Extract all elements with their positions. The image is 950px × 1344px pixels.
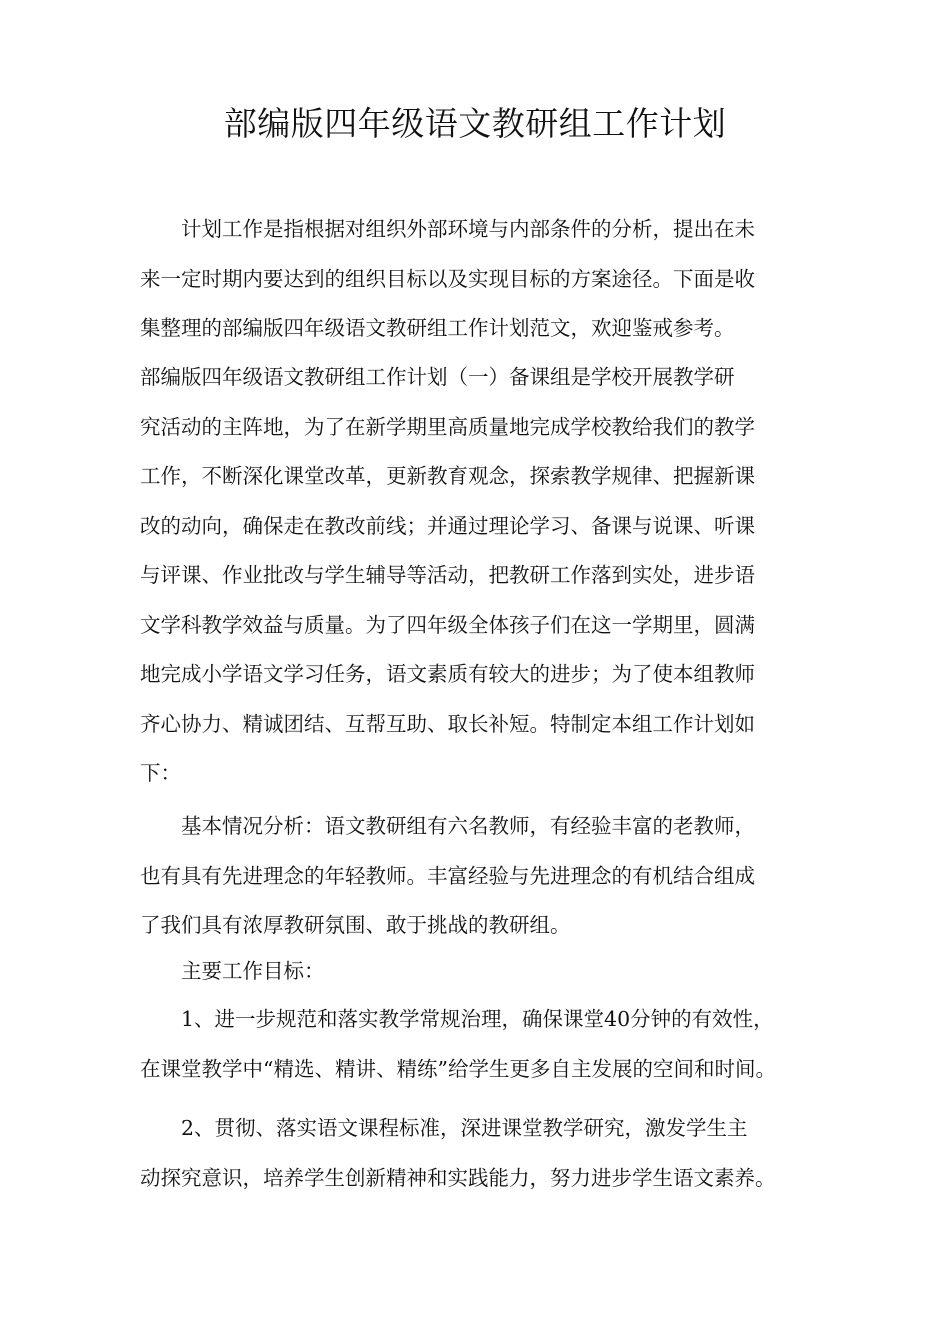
text-line: 地完成小学语文学习任务，语文素质有较大的进步；为了使本组教师 (140, 662, 755, 686)
text-line: 主要工作目标： (140, 959, 325, 983)
text-line: 究活动的主阵地，为了在新学期里高质量地完成学校教给我们的教学 (140, 414, 755, 439)
paragraph-goal-1 (140, 995, 840, 1094)
text-line: 部编版四年级语文教研组工作计划（一）备课组是学校开展教学研 (140, 365, 735, 389)
text-line: 在课堂教学中“精选、精讲、精练”给学生更多自主发展的空间和时间。 (140, 1056, 776, 1081)
text-line: 下： (140, 761, 181, 785)
paragraph-situation-analysis (140, 802, 840, 951)
paragraph-plan-one (140, 353, 840, 799)
text-line: 基本情况分析：语文教研组有六名教师，有经验丰富的老教师， (140, 814, 755, 838)
paragraph-goal-2 (140, 1104, 840, 1203)
text-line: 计划工作是指根据对组织外部环境与内部条件的分析，提出在未 (140, 217, 755, 241)
text-line: 与评课、作业批改与学生辅导等活动，把教研工作落到实处，进步语 (140, 563, 755, 587)
text-line: 动探究意识，培养学生创新精神和实践能力，努力进步学生语文素养。 (140, 1165, 776, 1190)
text-line: 改的动向，确保走在教改前线；并通过理论学习、备课与说课、听课 (140, 513, 755, 538)
paragraph-intro (140, 205, 840, 354)
paragraph-goals-heading (140, 947, 840, 997)
text-line: 2、贯彻、落实语文课程标准，深进课堂教学研究，激发学生主 (140, 1116, 748, 1140)
text-line: 文学科教学效益与质量。为了四年级全体孩子们在这一学期里，圆满 (140, 612, 755, 637)
text-line: 来一定时期内要达到的组织目标以及实现目标的方案途径。下面是收 (140, 266, 755, 291)
text-line: 集整理的部编版四年级语文教研组工作计划范文，欢迎鉴戒参考。 (140, 316, 735, 340)
document-title: 部编版四年级语文教研组工作计划 (223, 104, 727, 143)
text-line: 工作，不断深化课堂改革，更新教育观念，探索教学规律、把握新课 (140, 464, 755, 488)
text-line: 也有具有先进理念的年轻教师。丰富经验与先进理念的有机结合组成 (140, 863, 755, 888)
text-line: 1、进一步规范和落实教学常规治理，确保课堂40分钟的有效性， (140, 1007, 774, 1031)
text-line: 齐心协力、精诚团结、互帮互助、取长补短。特制定本组工作计划如 (140, 711, 755, 736)
text-line: 了我们具有浓厚教研氛围、敢于挑战的教研组。 (140, 913, 571, 937)
